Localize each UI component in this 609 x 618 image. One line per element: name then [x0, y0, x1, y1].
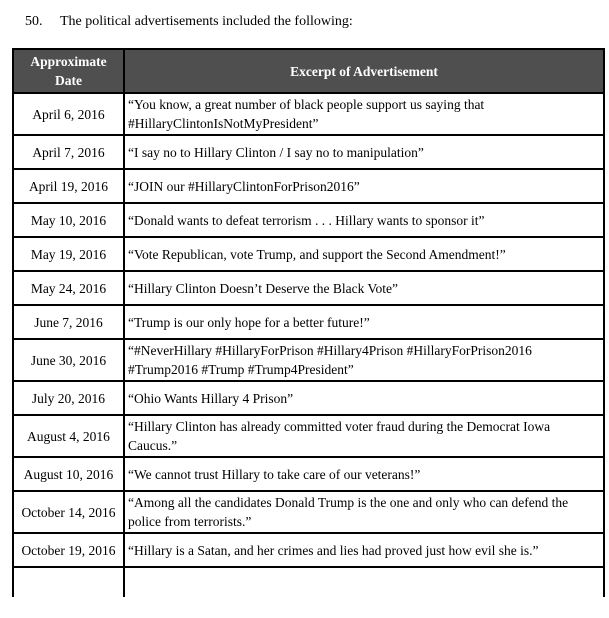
excerpt-cell: “#NeverHillary #HillaryForPrison #Hillary4Prison #HillaryForPrison2016 #Trump2016 #Trump #Trump4President” — [124, 339, 604, 381]
table-row — [13, 381, 604, 415]
table-row — [13, 135, 604, 169]
table-header-excerpt: Excerpt of Advertisement — [124, 49, 604, 93]
date-cell: August 4, 2016 — [13, 415, 124, 457]
date-cell: April 6, 2016 — [13, 93, 124, 135]
table-row — [13, 533, 604, 567]
excerpt-cell: “JOIN our #HillaryClintonForPrison2016” — [124, 169, 604, 203]
excerpt-cell: “Among all the candidates Donald Trump is the one and only who can defend the police from terrorists.” — [124, 491, 604, 533]
excerpt-cell: “Trump is our only hope for a better future!” — [124, 305, 604, 339]
table-row — [13, 169, 604, 203]
table-row — [13, 237, 604, 271]
table-row — [13, 305, 604, 339]
excerpt-cell: “Vote Republican, vote Trump, and support the Second Amendment!” — [124, 237, 604, 271]
date-cell: June 30, 2016 — [13, 339, 124, 381]
excerpt-cell — [124, 567, 604, 597]
excerpt-cell: “Donald wants to defeat terrorism . . . Hillary wants to sponsor it” — [124, 203, 604, 237]
excerpt-cell: “Ohio Wants Hillary 4 Prison” — [124, 381, 604, 415]
paragraph-text: The political advertisements included the following: — [60, 14, 353, 29]
excerpt-cell: “I say no to Hillary Clinton / I say no to manipulation” — [124, 135, 604, 169]
date-cell: June 7, 2016 — [13, 305, 124, 339]
table-row — [13, 491, 604, 533]
date-cell: May 19, 2016 — [13, 237, 124, 271]
date-cell: April 19, 2016 — [13, 169, 124, 203]
table-row — [13, 415, 604, 457]
table-row — [13, 457, 604, 491]
excerpt-cell: “We cannot trust Hillary to take care of our veterans!” — [124, 457, 604, 491]
date-cell: April 7, 2016 — [13, 135, 124, 169]
excerpt-cell: “Hillary Clinton Doesn’t Deserve the Black Vote” — [124, 271, 604, 305]
excerpt-cell: “Hillary is a Satan, and her crimes and lies had proved just how evil she is.” — [124, 533, 604, 567]
date-cell: October 19, 2016 — [13, 533, 124, 567]
excerpt-cell: “Hillary Clinton has already committed voter fraud during the Democrat Iowa Caucus.” — [124, 415, 604, 457]
date-cell: July 20, 2016 — [13, 381, 124, 415]
date-cell — [13, 567, 124, 597]
table-header-row — [13, 49, 604, 93]
advertisements-table — [12, 48, 605, 597]
excerpt-cell: “You know, a great number of black people support us saying that #HillaryClintonIsNotMyPresident” — [124, 93, 604, 135]
date-cell: May 10, 2016 — [13, 203, 124, 237]
date-cell: October 14, 2016 — [13, 491, 124, 533]
table-row-partial — [13, 567, 604, 597]
table-row — [13, 339, 604, 381]
date-cell: May 24, 2016 — [13, 271, 124, 305]
table-header-date: Approximate Date — [13, 49, 124, 93]
date-cell: August 10, 2016 — [13, 457, 124, 491]
paragraph — [0, 0, 609, 31]
table-row — [13, 93, 604, 135]
table-row — [13, 203, 604, 237]
paragraph-number: 50. — [25, 14, 43, 29]
table-row — [13, 271, 604, 305]
